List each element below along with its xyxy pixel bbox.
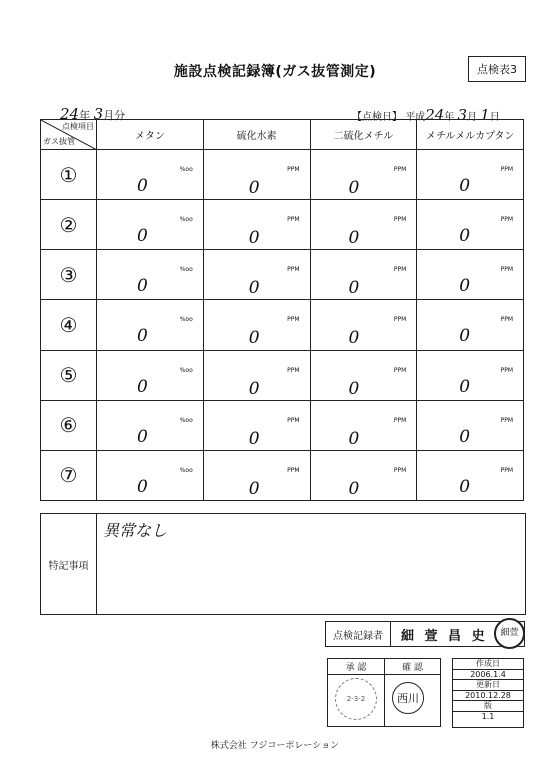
column-header-methane: メタン bbox=[97, 120, 204, 150]
handwritten-value: 0 bbox=[459, 176, 471, 197]
approve-stamp: 2-3-2 bbox=[335, 678, 377, 720]
unit-label: PPM bbox=[287, 366, 300, 374]
updated-date: 2010.12.28 bbox=[453, 691, 523, 702]
table-cell bbox=[97, 200, 204, 250]
row-label: ② bbox=[41, 200, 97, 250]
table-cell bbox=[417, 450, 524, 500]
table-cell bbox=[417, 250, 524, 300]
unit-label: PPM bbox=[500, 216, 513, 224]
table-header-row bbox=[41, 120, 524, 150]
row-label: ⑤ bbox=[41, 350, 97, 400]
handwritten-value: 0 bbox=[459, 376, 471, 397]
measurement-table bbox=[40, 119, 524, 501]
table-row bbox=[41, 400, 524, 450]
handwritten-value: 0 bbox=[248, 328, 260, 349]
unit-label: %oo bbox=[179, 216, 193, 224]
remarks-box bbox=[40, 513, 526, 615]
table-cell bbox=[417, 350, 524, 400]
handwritten-value: 0 bbox=[459, 226, 471, 247]
table-row bbox=[41, 200, 524, 250]
year-suffix: 年 bbox=[79, 109, 91, 122]
table-cell bbox=[97, 400, 204, 450]
document-info-box bbox=[452, 658, 524, 728]
handwritten-value: 0 bbox=[137, 376, 148, 397]
handwritten-value: 0 bbox=[459, 476, 471, 497]
year-handwritten: 24 bbox=[60, 105, 80, 123]
unit-label: PPM bbox=[287, 316, 300, 324]
unit-label: PPM bbox=[393, 266, 407, 274]
era-label: 平成 bbox=[405, 112, 426, 123]
table-row bbox=[41, 150, 524, 200]
table-cell bbox=[97, 450, 204, 500]
unit-label: PPM bbox=[500, 266, 513, 274]
handwritten-value: 0 bbox=[137, 476, 148, 497]
table-cell bbox=[310, 300, 417, 350]
handwritten-value: 0 bbox=[248, 228, 260, 249]
inspector-label: 点検記録者 bbox=[326, 622, 391, 646]
row-label: ⑦ bbox=[41, 450, 97, 500]
date-day-handwritten: 1 bbox=[480, 106, 490, 124]
table-cell bbox=[203, 400, 310, 450]
handwritten-value: 0 bbox=[137, 326, 148, 347]
table-row bbox=[41, 350, 524, 400]
handwritten-value: 0 bbox=[348, 278, 360, 299]
table-cell bbox=[417, 150, 524, 200]
column-header-hydrogen-sulfide: 硫化水素 bbox=[203, 120, 310, 150]
table-cell bbox=[310, 150, 417, 200]
unit-label: PPM bbox=[287, 216, 300, 224]
date-year-handwritten: 24 bbox=[425, 106, 445, 124]
handwritten-value: 0 bbox=[137, 276, 148, 297]
date-month-handwritten: 3 bbox=[457, 106, 468, 124]
handwritten-value: 0 bbox=[137, 176, 148, 197]
inspection-date-label: 【点検日】 bbox=[352, 112, 402, 123]
table-cell bbox=[97, 150, 204, 200]
handwritten-value: 0 bbox=[248, 278, 260, 299]
date-day-suffix: 日 bbox=[489, 112, 500, 123]
unit-label: PPM bbox=[500, 366, 513, 374]
table-corner-cell bbox=[41, 120, 97, 150]
approve-label: 承 認 bbox=[328, 659, 384, 675]
handwritten-value: 0 bbox=[348, 428, 360, 449]
unit-label: PPM bbox=[393, 366, 407, 374]
unit-label: %oo bbox=[179, 266, 193, 274]
date-month-suffix: 月 bbox=[467, 112, 478, 123]
table-cell bbox=[310, 450, 417, 500]
table-row bbox=[41, 300, 524, 350]
table-cell bbox=[203, 350, 310, 400]
table-cell bbox=[203, 250, 310, 300]
version-value: 1.1 bbox=[481, 711, 495, 721]
table-cell bbox=[97, 300, 204, 350]
confirm-stamp: 西川 bbox=[392, 682, 424, 714]
table-cell bbox=[97, 350, 204, 400]
table-cell bbox=[417, 300, 524, 350]
table-row bbox=[41, 450, 524, 500]
unit-label: PPM bbox=[287, 266, 300, 274]
table-cell bbox=[310, 250, 417, 300]
unit-label: %oo bbox=[179, 466, 193, 474]
date-year-suffix: 年 bbox=[444, 112, 455, 123]
unit-label: PPM bbox=[393, 166, 407, 174]
table-cell bbox=[203, 150, 310, 200]
unit-label: %oo bbox=[179, 166, 193, 174]
handwritten-value: 0 bbox=[248, 478, 260, 499]
created-date: 2006.1.4 bbox=[453, 670, 523, 681]
unit-label: PPM bbox=[287, 416, 300, 424]
table-row bbox=[41, 250, 524, 300]
table-cell bbox=[203, 300, 310, 350]
remarks-handwritten-text: 異常なし bbox=[103, 521, 168, 540]
table-cell bbox=[310, 400, 417, 450]
page-title: 施設点検記録簿(ガス抜管測定) bbox=[173, 64, 377, 80]
unit-label: PPM bbox=[393, 216, 407, 224]
unit-label: PPM bbox=[393, 466, 407, 474]
table-cell bbox=[310, 200, 417, 250]
remarks-label: 特記事項 bbox=[41, 514, 97, 614]
inspector-seal: 細萱 bbox=[494, 618, 525, 649]
created-label: 作成日 bbox=[453, 659, 523, 670]
unit-label: PPM bbox=[393, 416, 407, 424]
version-label: 版 bbox=[453, 701, 523, 712]
table-cell bbox=[203, 450, 310, 500]
handwritten-value: 0 bbox=[248, 378, 260, 399]
handwritten-value: 0 bbox=[348, 328, 360, 349]
row-label: ④ bbox=[41, 300, 97, 350]
row-label: ⑥ bbox=[41, 400, 97, 450]
handwritten-value: 0 bbox=[137, 226, 148, 247]
handwritten-value: 0 bbox=[348, 178, 360, 199]
table-body bbox=[41, 150, 524, 501]
company-footer: 株式会社 フジコーポレーション bbox=[210, 741, 340, 751]
handwritten-value: 0 bbox=[348, 478, 360, 499]
unit-label: PPM bbox=[500, 466, 513, 474]
unit-label: PPM bbox=[500, 166, 513, 174]
corner-bottom-label: ガス抜管 bbox=[43, 137, 75, 147]
sheet-number-box: 点検表3 bbox=[468, 56, 526, 82]
unit-label: %oo bbox=[179, 416, 193, 424]
table-cell bbox=[417, 400, 524, 450]
handwritten-value: 0 bbox=[348, 378, 360, 399]
row-label: ① bbox=[41, 150, 97, 200]
inspector-name: 細 萱 昌 史 bbox=[401, 628, 488, 644]
column-header-dimethyl-disulfide: 二硫化メチル bbox=[310, 120, 417, 150]
unit-label: PPM bbox=[500, 316, 513, 324]
table-cell bbox=[97, 250, 204, 300]
unit-label: PPM bbox=[393, 316, 407, 324]
handwritten-value: 0 bbox=[459, 326, 471, 347]
handwritten-value: 0 bbox=[248, 178, 260, 199]
unit-label: %oo bbox=[179, 316, 193, 324]
handwritten-value: 0 bbox=[459, 426, 471, 447]
month-handwritten: 3 bbox=[93, 105, 104, 123]
table-cell bbox=[203, 200, 310, 250]
handwritten-value: 0 bbox=[348, 228, 360, 249]
table-cell bbox=[417, 200, 524, 250]
corner-top-label: 点検項目 bbox=[62, 122, 94, 131]
row-label: ③ bbox=[41, 250, 97, 300]
unit-label: PPM bbox=[287, 166, 300, 174]
updated-label: 更新日 bbox=[453, 680, 523, 691]
approval-divider bbox=[384, 659, 385, 726]
column-header-methyl-mercaptan: メチルメルカプタン bbox=[417, 120, 524, 150]
handwritten-value: 0 bbox=[137, 426, 148, 447]
unit-label: PPM bbox=[287, 466, 300, 474]
unit-label: %oo bbox=[179, 366, 193, 374]
month-suffix: 月分 bbox=[103, 109, 126, 122]
table-cell bbox=[310, 350, 417, 400]
unit-label: PPM bbox=[500, 416, 513, 424]
confirm-label: 確 認 bbox=[385, 659, 440, 675]
handwritten-value: 0 bbox=[248, 428, 260, 449]
handwritten-value: 0 bbox=[459, 276, 471, 297]
